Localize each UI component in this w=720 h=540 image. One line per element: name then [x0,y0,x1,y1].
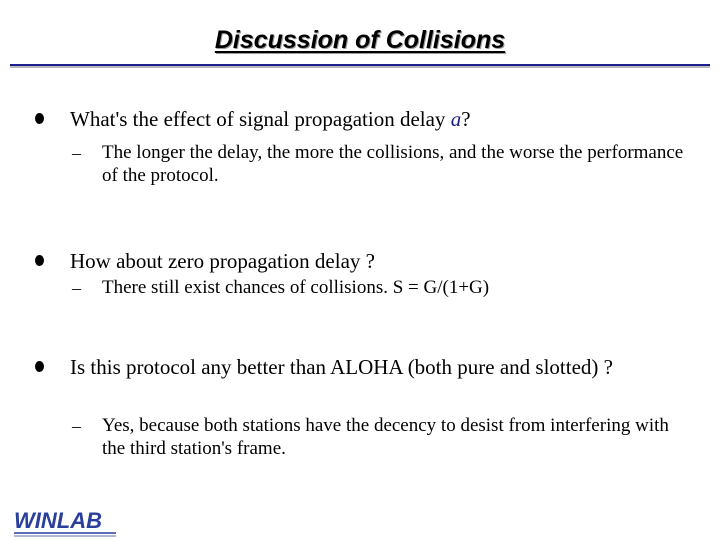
bullet-text-1-before: What's the effect of signal propagation delay [70,107,451,131]
slide-title: Discussion of Collisions [214,26,506,54]
bullet-text-1-after: ? [461,107,471,131]
logo-text: WINLAB [14,508,102,533]
bullet-icon [35,361,44,372]
sub-text-3: Yes, because both stations have the decency to desist from interfering with the third station's frame. [102,415,669,459]
bullet-text-2: How about zero propagation delay ? [70,249,375,273]
title-divider [10,64,710,66]
bullet-icon [35,255,44,266]
sub-dash-icon: – [72,143,81,163]
bullet-text-1 [70,106,630,132]
bullet-icon [35,113,44,124]
sub-text-2: There still exist chances of collisions. S = G/(1+G) [102,277,490,298]
sub-dash-icon: – [72,416,81,436]
winlab-logo [12,508,120,538]
sub-text-1: The longer the delay, the more the collisions, and the worse the performance of the protocol. [102,142,684,186]
sub-dash-icon: – [72,278,81,298]
variable-a: a [450,107,462,131]
bullet-text-3: Is this protocol any better than ALOHA (both pure and slotted) ? [70,355,613,379]
